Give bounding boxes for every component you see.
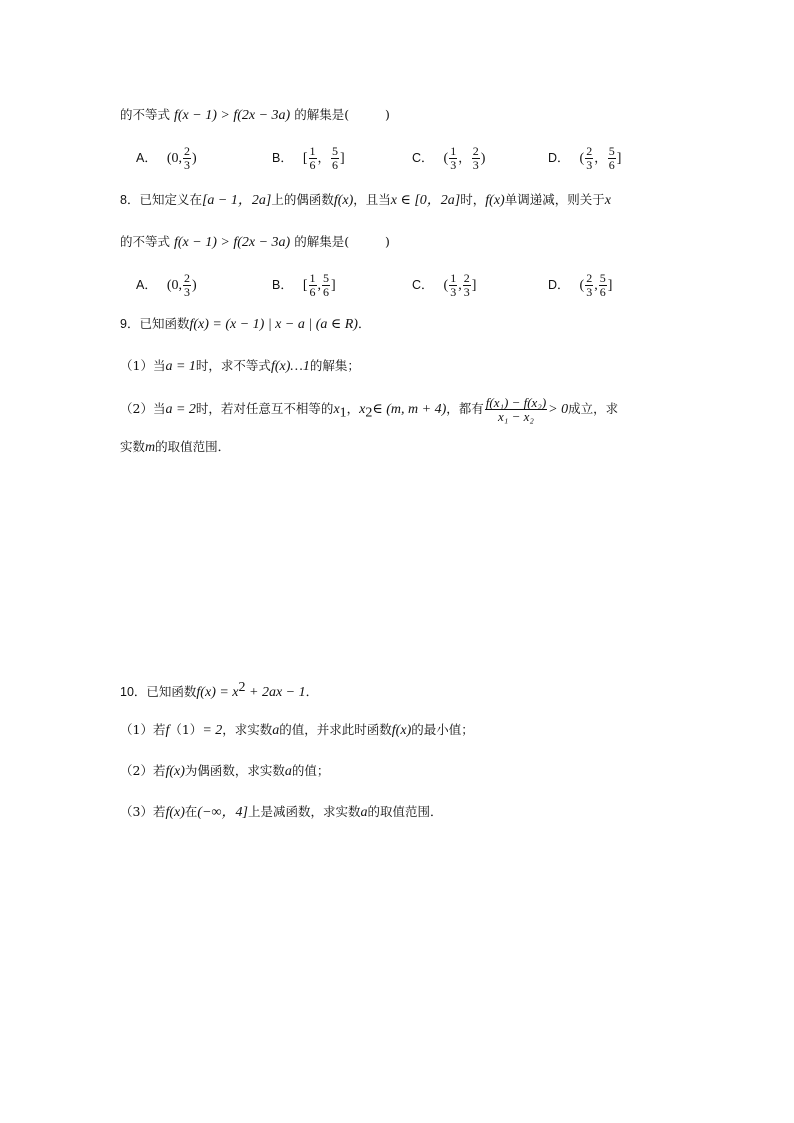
q9-p2-m: m bbox=[145, 440, 156, 455]
option-close: ] bbox=[616, 151, 622, 166]
q9-p2-text: 当 bbox=[152, 401, 166, 416]
q8-fx: f(x) bbox=[485, 193, 505, 208]
q8-text: ，且当 bbox=[353, 192, 391, 207]
q10-p1-text: 若 bbox=[152, 722, 166, 737]
q8-prefix: 的不等式 bbox=[120, 234, 171, 249]
option-close: ] bbox=[340, 151, 345, 166]
option-close: ) bbox=[480, 151, 486, 166]
option-close: ] bbox=[331, 278, 336, 293]
q7-option-b bbox=[272, 145, 345, 172]
fraction: $\frac{1}{6}$ bbox=[309, 144, 316, 172]
option-label: B． bbox=[272, 278, 293, 292]
option-open: [ bbox=[302, 151, 308, 166]
q9-p2-fraction: $\frac{\text{f(x₁) − f(x₂)}}{\text{x₁ − x₂}}$ bbox=[485, 395, 547, 424]
fraction: $\frac{2}{3}$ bbox=[472, 144, 479, 172]
option-open: ( bbox=[579, 278, 585, 293]
q7-option-d bbox=[548, 145, 621, 172]
q8-option-d bbox=[548, 272, 612, 299]
option-close: ] bbox=[471, 278, 477, 293]
q10-p1-text: 的值，并求此时函数 bbox=[279, 722, 392, 737]
q8-option-a bbox=[136, 272, 197, 299]
q10-text: 已知函数 bbox=[146, 684, 197, 700]
q10-p3-text: 上是减函数，求实数 bbox=[247, 804, 361, 819]
q7-option-c bbox=[412, 145, 485, 172]
option-label: D． bbox=[548, 278, 570, 292]
q8-fx: f(x) bbox=[333, 193, 354, 208]
option-open: ( bbox=[443, 151, 449, 166]
option-sep: , bbox=[317, 278, 321, 293]
q7-tail-close: ) bbox=[385, 107, 390, 122]
q7-option-a bbox=[136, 145, 197, 172]
option-sep: , bbox=[458, 278, 462, 293]
fraction: $\frac{2}{3}$ bbox=[463, 271, 470, 299]
part-label: （1） bbox=[120, 722, 153, 737]
q9-p2-text: 时，若对任意互不相等的 bbox=[195, 401, 334, 416]
part-label: （2） bbox=[120, 763, 153, 778]
q10-part2 bbox=[120, 761, 329, 782]
q8-stem-line2 bbox=[120, 232, 390, 253]
q10-function-rest: + 2ax − 1 bbox=[245, 685, 306, 701]
q9-end: ． bbox=[357, 316, 371, 331]
option-label: B． bbox=[272, 151, 293, 165]
q10-p1-fx: f(x) bbox=[391, 723, 412, 738]
q8-x: x bbox=[604, 193, 611, 208]
q10-p3-fx: f(x) bbox=[165, 805, 185, 820]
option-label: D． bbox=[548, 151, 570, 165]
q8-inequality: f(x − 1) > f(2x − 3a) bbox=[174, 235, 291, 250]
q9-p2-interval: ∈ (m, m + 4) bbox=[372, 402, 447, 417]
option-label: C． bbox=[412, 151, 434, 165]
q8-text: 单调递减，则关于 bbox=[504, 192, 605, 207]
fraction: $\frac{2}{3}$ bbox=[184, 144, 190, 172]
q8-interval: [a − 1，2a] bbox=[201, 193, 272, 208]
option-open: (0, bbox=[166, 278, 182, 293]
option-sep: ， bbox=[317, 150, 331, 165]
q7-tail-inequality: f(x − 1) > f(2x − 3a) bbox=[174, 108, 291, 123]
q8-text: 时， bbox=[460, 192, 486, 207]
option-open: ( bbox=[579, 151, 585, 166]
option-label: A． bbox=[136, 278, 157, 292]
fraction: $\frac{5}{6}$ bbox=[332, 144, 339, 172]
q10-part1 bbox=[120, 720, 474, 741]
q10-end: ． bbox=[305, 684, 319, 700]
q10-part3 bbox=[120, 802, 443, 823]
q9-p1-inequality: f(x)…1 bbox=[270, 359, 310, 374]
q9-p1-condition: a = 1 bbox=[165, 359, 196, 374]
q10-p3-interval: (−∞，4] bbox=[197, 805, 248, 820]
question-number: 8． bbox=[120, 193, 140, 207]
part-label: （1） bbox=[120, 358, 153, 373]
fraction: $\frac{1}{6}$ bbox=[309, 271, 316, 299]
option-open: ( bbox=[443, 278, 449, 293]
q8-suffix: 的解集是( bbox=[294, 234, 350, 249]
option-close: ] bbox=[607, 278, 613, 293]
fraction: $\frac{1}{3}$ bbox=[450, 271, 457, 299]
q7-tail-suffix: 的解集是( bbox=[294, 107, 350, 122]
option-close: ) bbox=[192, 278, 197, 293]
q10-p1-text: 的最小值； bbox=[411, 722, 474, 737]
fraction: $\frac{1}{3}$ bbox=[450, 144, 457, 172]
fraction: $\frac{5}{6}$ bbox=[323, 271, 329, 299]
q9-p2-x1: x bbox=[333, 402, 340, 417]
q10-p1-arg: （1） bbox=[169, 722, 203, 737]
q9-p2-sep: ， bbox=[346, 401, 360, 416]
q10-exponent: 2 bbox=[238, 680, 246, 695]
q9-p2-x2: x bbox=[359, 402, 366, 417]
q8-text: 已知定义在 bbox=[139, 192, 202, 207]
q10-p3-text: 若 bbox=[152, 804, 166, 819]
q9-p2-condition: a = 2 bbox=[165, 402, 196, 417]
q9-p1-text: 的解集； bbox=[309, 358, 360, 373]
q10-stem bbox=[120, 678, 318, 703]
q9-part2-line2 bbox=[120, 437, 230, 458]
q9-text: 已知函数 bbox=[139, 316, 190, 331]
q10-p2-fx: f(x) bbox=[165, 764, 185, 779]
q10-p3-text: 在 bbox=[184, 804, 198, 819]
q9-p1-text: 当 bbox=[152, 358, 166, 373]
q9-stem bbox=[120, 314, 370, 335]
part-label: （2） bbox=[120, 401, 153, 416]
q9-function: f(x) = (x − 1) | x − a | (a ∈ R) bbox=[189, 317, 358, 332]
q9-p1-text: 时，求不等式 bbox=[195, 358, 271, 373]
option-open: (0, bbox=[166, 151, 182, 166]
fraction: $\frac{2}{3}$ bbox=[586, 144, 593, 172]
fraction: $\frac{2}{3}$ bbox=[184, 271, 190, 299]
fraction: $\frac{5}{6}$ bbox=[608, 144, 615, 172]
option-label: A． bbox=[136, 151, 157, 165]
q10-p2-text: 为偶函数，求实数 bbox=[184, 763, 285, 778]
fraction: $\frac{2}{3}$ bbox=[586, 271, 593, 299]
option-close: ) bbox=[192, 151, 197, 166]
q10-p1-text: ，求实数 bbox=[222, 722, 273, 737]
q10-p1-a: a bbox=[272, 723, 280, 738]
q9-part2: （2）当a = 2时，若对任意互不相等的$x_1$，$x_2\in$ (m, m + 4)，都有 $\frac{\text{f(x₁) − f(x₂)}}{\text{x₁ − x₂}}$ > 0成立，求 bbox=[120, 395, 619, 424]
q8-text: 上的偶函数 bbox=[271, 192, 334, 207]
q8-close: ) bbox=[385, 234, 390, 249]
q8-option-c bbox=[412, 272, 476, 299]
q9-p2-text: 的取值范围． bbox=[155, 439, 231, 454]
q10-p2-a: a bbox=[284, 764, 292, 779]
option-sep: , bbox=[594, 278, 598, 293]
option-open: [ bbox=[302, 278, 308, 293]
q8-option-b bbox=[272, 272, 336, 299]
q7-tail-line bbox=[120, 105, 390, 126]
q7-tail-prefix: 的不等式 bbox=[120, 107, 171, 122]
q9-p2-text: 实数 bbox=[120, 439, 146, 454]
q8-stem-line1 bbox=[120, 190, 611, 211]
question-number: 10． bbox=[120, 685, 147, 700]
q10-p3-a: a bbox=[360, 805, 368, 820]
q10-p1-f: f bbox=[165, 723, 170, 738]
fraction: $\frac{5}{6}$ bbox=[599, 271, 606, 299]
q10-p1-eq: = 2 bbox=[202, 723, 223, 738]
q10-function: f(x) = x bbox=[196, 685, 239, 701]
q9-p2-text: ，都有 bbox=[446, 401, 484, 416]
q10-p2-text: 的值； bbox=[291, 763, 330, 778]
option-sep: ， bbox=[458, 150, 471, 165]
q10-p2-text: 若 bbox=[152, 763, 166, 778]
part-label: （3） bbox=[120, 804, 153, 819]
q10-p3-text: 的取值范围． bbox=[367, 804, 443, 819]
q8-condition: x ∈ [0，2a] bbox=[390, 193, 461, 208]
option-sep: ， bbox=[594, 150, 607, 165]
q9-p2-gt: > 0 bbox=[548, 402, 569, 417]
q9-part1 bbox=[120, 356, 360, 377]
question-number: 9． bbox=[120, 317, 140, 331]
option-label: C． bbox=[412, 278, 434, 292]
q9-p2-text: 成立，求 bbox=[568, 401, 619, 416]
